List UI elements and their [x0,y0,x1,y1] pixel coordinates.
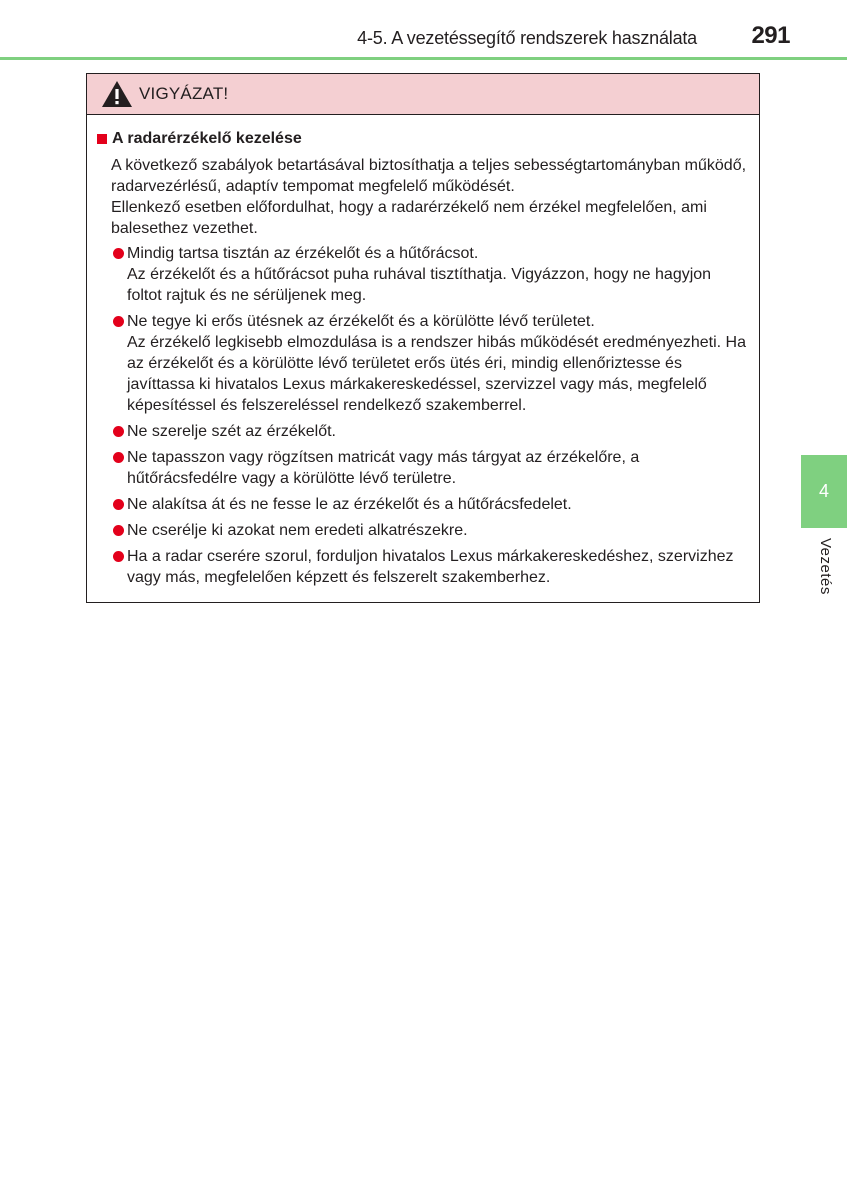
list-item-title: Ha a radar cserére szorul, forduljon hivatalos Lexus márkakereskedéshez, szervizhez vagy más, megfelelően képzett és felszerelt szakemberhez. [127,548,734,586]
list-item-title: Ne alakítsa át és ne fesse le az érzékelőt és a hűtőrácsfedelet. [127,496,572,513]
red-bullet-icon [113,525,124,536]
red-square-icon [97,134,107,144]
chapter-label: Vezetés [817,538,834,595]
list-item [113,546,749,588]
section-header-title: 4-5. A vezetéssegítő rendszerek használata [357,28,697,48]
warning-box [86,73,760,603]
red-bullet-icon [113,452,124,463]
warning-header [87,74,759,115]
list-item-title: Mindig tartsa tisztán az érzékelőt és a hűtőrácsot. [127,245,479,262]
chapter-tab[interactable] [801,455,847,528]
red-bullet-icon [113,426,124,437]
list-item [113,243,749,306]
list-item-title: Ne tegye ki erős ütésnek az érzékelőt és a körülötte lévő területet. [127,313,595,330]
warning-title: VIGYÁZAT! [139,84,229,103]
list-item-title: Ne cserélje ki azokat nem eredeti alkatrészekre. [127,522,468,539]
subsection-heading [97,128,749,149]
page-number: 291 [751,22,790,49]
red-bullet-icon [113,551,124,562]
list-item [113,311,749,416]
list-item [113,421,749,442]
warning-body [87,115,759,588]
intro-paragraph: Ellenkező esetben előfordulhat, hogy a radarérzékelő nem érzékel megfelelően, ami balesethez vezethet. [111,199,707,237]
red-bullet-icon [113,316,124,327]
warning-triangle-icon [101,80,133,108]
header-divider [0,57,847,60]
red-bullet-icon [113,499,124,510]
intro-text [97,155,749,239]
list-item-detail: Az érzékelő legkisebb elmozdulása is a rendszer hibás működését eredményezheti. Ha az érzékelőt és a körülötte lévő területet erős ütés éri, mindig ellenőriztesse és javíttassa ki hivatalos Lexus márkakereskedéssel, szervizzel vagy más, megfelelő képesítéssel és felszereléssel rendelkező szakemberrel. [127,334,746,414]
list-item-title: Ne tapasszon vagy rögzítsen matricát vagy más tárgyat az érzékelőre, a hűtőrácsfedélre vagy a körülötte lévő területre. [127,449,640,487]
chapter-number: 4 [818,481,829,501]
intro-paragraph: A következő szabályok betartásával biztosíthatja a teljes sebességtartományban működő, radarvezérlésű, adaptív tempomat megfelelő működését. [111,157,747,195]
list-item [113,494,749,515]
bullet-list [97,243,749,588]
red-bullet-icon [113,248,124,259]
list-item [113,447,749,489]
list-item-title: Ne szerelje szét az érzékelőt. [127,423,336,440]
subsection-heading-text: A radarérzékelő kezelése [112,130,302,147]
list-item [113,520,749,541]
list-item-detail: Az érzékelőt és a hűtőrácsot puha ruhával tisztíthatja. Vigyázzon, hogy ne hagyjon foltot rajtuk és ne sérüljenek meg. [127,266,712,304]
